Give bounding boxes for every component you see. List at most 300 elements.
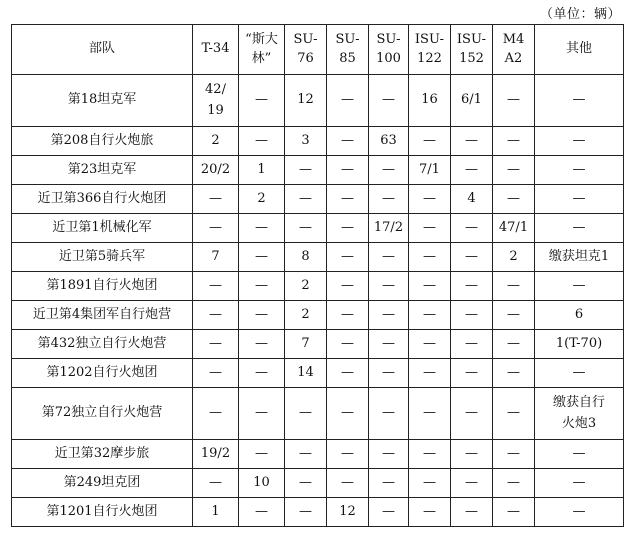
table-row: [12, 243, 624, 272]
cell-su85: [327, 214, 369, 243]
cell-text: —: [423, 219, 436, 235]
cell-other: [535, 388, 624, 440]
cell-text: 7: [301, 335, 310, 351]
cell-text: —: [299, 190, 312, 206]
cell-su100: [369, 243, 409, 272]
cell-text: —: [341, 335, 354, 351]
cell-text: —: [209, 405, 222, 421]
cell-text: —: [382, 306, 395, 322]
cell-text: 19/2: [200, 445, 231, 461]
cell-su85: [327, 127, 369, 156]
unit-name-cell: [12, 214, 193, 243]
cell-other: [535, 498, 624, 527]
cell-text: —: [255, 277, 268, 293]
header-text: SU-: [376, 31, 401, 47]
cell-text: —: [423, 364, 436, 380]
cell-text: 14: [297, 364, 314, 380]
cell-su85: [327, 75, 369, 127]
cell-su100: [369, 185, 409, 214]
cell-text: —: [299, 474, 312, 490]
table-body: [12, 75, 624, 527]
cell-isu152: [451, 214, 493, 243]
cell-su76: [285, 272, 327, 301]
cell-text: —: [341, 161, 354, 177]
cell-isu152: [451, 498, 493, 527]
cell-su76: [285, 301, 327, 330]
cell-su76: [285, 243, 327, 272]
cell-m4a2: [493, 272, 535, 301]
cell-text: —: [255, 219, 268, 235]
cell-text: —: [209, 219, 222, 235]
cell-text: —: [255, 306, 268, 322]
cell-isu152: [451, 469, 493, 498]
cell-stalin: [239, 127, 285, 156]
cell-m4a2: [493, 469, 535, 498]
table-row: [12, 272, 624, 301]
cell-text: —: [507, 190, 520, 206]
cell-m4a2: [493, 214, 535, 243]
cell-text: 3: [301, 132, 310, 148]
cell-text: 第18坦克军: [67, 92, 137, 108]
cell-su76: [285, 469, 327, 498]
cell-text: —: [423, 503, 436, 519]
cell-text: —: [507, 364, 520, 380]
cell-text: —: [382, 248, 395, 264]
unit-name-cell: [12, 388, 193, 440]
header-isu122: [409, 25, 451, 75]
cell-text: —: [209, 277, 222, 293]
cell-text: 47/1: [498, 219, 529, 235]
cell-text: —: [255, 335, 268, 351]
cell-text: 火炮3: [561, 415, 597, 431]
cell-text: —: [572, 474, 586, 490]
cell-other: [535, 272, 624, 301]
table-row: [12, 359, 624, 388]
cell-text: —: [299, 161, 312, 177]
cell-text: —: [465, 474, 478, 490]
cell-other: [535, 469, 624, 498]
cell-text: —: [423, 277, 436, 293]
header-text: T-34: [201, 41, 230, 57]
cell-text: 2: [301, 277, 310, 293]
cell-text: —: [465, 364, 478, 380]
cell-su100: [369, 359, 409, 388]
cell-text: 第23坦克军: [67, 161, 137, 177]
cell-isu152: [451, 243, 493, 272]
cell-m4a2: [493, 127, 535, 156]
cell-text: —: [255, 503, 268, 519]
header-text: 76: [297, 50, 314, 66]
header-text: SU-: [335, 31, 360, 47]
cell-text: —: [465, 503, 478, 519]
cell-text: 近卫第32摩步旅: [54, 445, 150, 461]
cell-text: —: [572, 161, 586, 177]
cell-su76: [285, 185, 327, 214]
header-text: 122: [417, 50, 442, 66]
cell-text: —: [423, 132, 436, 148]
cell-stalin: [239, 243, 285, 272]
table-row: [12, 75, 624, 127]
cell-text: —: [507, 445, 520, 461]
data-table: [11, 24, 624, 527]
cell-isu152: [451, 440, 493, 469]
cell-text: —: [572, 277, 586, 293]
unit-name-cell: [12, 330, 193, 359]
cell-text: —: [341, 474, 354, 490]
cell-text: 第72独立自行火炮营: [41, 405, 163, 421]
cell-t34: [193, 388, 239, 440]
cell-su100: [369, 388, 409, 440]
cell-text: —: [341, 445, 354, 461]
unit-name-cell: [12, 156, 193, 185]
cell-text: 8: [301, 248, 310, 264]
cell-text: —: [465, 219, 478, 235]
cell-stalin: [239, 498, 285, 527]
cell-text: —: [299, 445, 312, 461]
cell-isu152: [451, 359, 493, 388]
cell-text: 7/1: [419, 161, 440, 177]
cell-su100: [369, 469, 409, 498]
cell-text: —: [255, 132, 268, 148]
cell-su100: [369, 75, 409, 127]
cell-text: 缴获自行: [552, 395, 605, 411]
cell-text: —: [341, 190, 354, 206]
cell-su100: [369, 272, 409, 301]
cell-isu152: [451, 127, 493, 156]
cell-text: 第249坦克团: [63, 474, 141, 490]
cell-text: 10: [253, 474, 270, 490]
cell-text: 2: [509, 248, 518, 264]
header-text: 部队: [88, 41, 115, 57]
cell-stalin: [239, 301, 285, 330]
cell-text: —: [423, 405, 436, 421]
cell-text: —: [382, 277, 395, 293]
cell-text: —: [507, 503, 520, 519]
cell-text: 近卫第4集团军自行炮营: [32, 306, 172, 322]
cell-text: 近卫第1机械化军: [52, 219, 152, 235]
cell-isu122: [409, 243, 451, 272]
cell-su76: [285, 388, 327, 440]
cell-text: —: [507, 132, 520, 148]
cell-text: 近卫第366自行火炮团: [37, 190, 167, 206]
cell-other: [535, 440, 624, 469]
cell-text: —: [299, 503, 312, 519]
cell-text: —: [341, 277, 354, 293]
cell-t34: [193, 185, 239, 214]
unit-name-cell: [12, 498, 193, 527]
cell-m4a2: [493, 301, 535, 330]
cell-text: —: [255, 248, 268, 264]
cell-text: 1: [257, 161, 266, 177]
cell-isu122: [409, 330, 451, 359]
cell-text: —: [382, 190, 395, 206]
cell-text: 第1201自行火炮团: [46, 503, 158, 519]
cell-su100: [369, 498, 409, 527]
unit-name-cell: [12, 359, 193, 388]
cell-isu122: [409, 388, 451, 440]
cell-su100: [369, 330, 409, 359]
cell-text: —: [299, 405, 312, 421]
cell-su85: [327, 469, 369, 498]
cell-text: 第1202自行火炮团: [46, 364, 158, 380]
cell-su85: [327, 440, 369, 469]
cell-isu122: [409, 214, 451, 243]
cell-text: 12: [339, 503, 356, 519]
cell-su100: [369, 156, 409, 185]
unit-name-cell: [12, 185, 193, 214]
cell-text: —: [341, 248, 354, 264]
cell-t34: [193, 243, 239, 272]
cell-isu152: [451, 156, 493, 185]
cell-text: —: [255, 405, 268, 421]
cell-su100: [369, 214, 409, 243]
header-unit: [12, 25, 193, 75]
header-text: A2: [504, 50, 523, 66]
cell-text: —: [572, 445, 586, 461]
cell-text: 1(T-70): [555, 335, 603, 351]
cell-text: —: [572, 219, 586, 235]
cell-isu152: [451, 388, 493, 440]
cell-text: —: [299, 219, 312, 235]
cell-text: 16: [421, 92, 438, 108]
unit-name-cell: [12, 243, 193, 272]
cell-m4a2: [493, 156, 535, 185]
cell-text: 缴获坦克1: [548, 248, 610, 264]
cell-text: —: [507, 474, 520, 490]
unit-name-cell: [12, 127, 193, 156]
cell-text: —: [382, 92, 395, 108]
header-row: [12, 25, 624, 75]
table-row: [12, 440, 624, 469]
cell-text: —: [507, 405, 520, 421]
cell-text: —: [423, 190, 436, 206]
cell-m4a2: [493, 440, 535, 469]
cell-text: —: [341, 92, 354, 108]
cell-text: 第208自行火炮旅: [50, 132, 154, 148]
cell-su100: [369, 127, 409, 156]
cell-isu122: [409, 185, 451, 214]
cell-isu152: [451, 301, 493, 330]
table-row: [12, 185, 624, 214]
cell-text: 20/2: [200, 161, 231, 177]
cell-su76: [285, 330, 327, 359]
cell-other: [535, 185, 624, 214]
header-isu152: [451, 25, 493, 75]
header-text: ISU-: [456, 31, 487, 47]
cell-isu152: [451, 272, 493, 301]
cell-text: 2: [257, 190, 266, 206]
cell-t34: [193, 272, 239, 301]
header-text: M4: [502, 31, 525, 47]
unit-name-cell: [12, 469, 193, 498]
cell-isu122: [409, 469, 451, 498]
cell-m4a2: [493, 243, 535, 272]
cell-text: —: [423, 474, 436, 490]
unit-name-cell: [12, 440, 193, 469]
cell-m4a2: [493, 185, 535, 214]
cell-text: —: [255, 364, 268, 380]
cell-text: —: [209, 474, 222, 490]
cell-text: —: [572, 92, 586, 108]
header-text: 其他: [565, 41, 592, 57]
cell-su76: [285, 498, 327, 527]
cell-isu122: [409, 301, 451, 330]
cell-isu122: [409, 75, 451, 127]
cell-stalin: [239, 440, 285, 469]
table-row: [12, 301, 624, 330]
unit-name-cell: [12, 272, 193, 301]
cell-t34: [193, 469, 239, 498]
table-row: [12, 214, 624, 243]
cell-su76: [285, 75, 327, 127]
table-row: [12, 388, 624, 440]
cell-text: —: [341, 306, 354, 322]
header-su85: [327, 25, 369, 75]
cell-t34: [193, 75, 239, 127]
cell-text: —: [255, 92, 268, 108]
cell-text: 7: [211, 248, 220, 264]
cell-text: —: [209, 190, 222, 206]
cell-stalin: [239, 214, 285, 243]
cell-text: 42/: [205, 82, 226, 98]
cell-m4a2: [493, 330, 535, 359]
cell-text: —: [423, 306, 436, 322]
cell-stalin: [239, 330, 285, 359]
cell-text: —: [341, 132, 354, 148]
cell-text: —: [255, 445, 268, 461]
cell-text: —: [507, 277, 520, 293]
cell-su85: [327, 330, 369, 359]
cell-text: —: [209, 335, 222, 351]
cell-t34: [193, 498, 239, 527]
cell-text: —: [465, 405, 478, 421]
cell-text: —: [572, 364, 586, 380]
header-text: 85: [339, 50, 356, 66]
unit-name-cell: [12, 301, 193, 330]
cell-stalin: [239, 359, 285, 388]
cell-text: 63: [380, 132, 397, 148]
cell-text: —: [423, 335, 436, 351]
table-row: [12, 498, 624, 527]
cell-text: —: [507, 92, 520, 108]
cell-isu122: [409, 440, 451, 469]
cell-text: —: [382, 161, 395, 177]
cell-su100: [369, 301, 409, 330]
cell-su85: [327, 301, 369, 330]
cell-m4a2: [493, 388, 535, 440]
header-su100: [369, 25, 409, 75]
cell-text: 第432独立自行火炮营: [37, 335, 167, 351]
cell-stalin: [239, 469, 285, 498]
cell-other: [535, 243, 624, 272]
cell-isu152: [451, 330, 493, 359]
cell-m4a2: [493, 498, 535, 527]
cell-stalin: [239, 156, 285, 185]
cell-su76: [285, 440, 327, 469]
cell-text: —: [465, 161, 478, 177]
cell-stalin: [239, 272, 285, 301]
cell-isu152: [451, 185, 493, 214]
cell-t34: [193, 214, 239, 243]
cell-t34: [193, 440, 239, 469]
header-su76: [285, 25, 327, 75]
cell-text: —: [209, 306, 222, 322]
header-text: 100: [376, 50, 401, 66]
cell-text: —: [382, 335, 395, 351]
cell-t34: [193, 301, 239, 330]
cell-other: [535, 359, 624, 388]
cell-text: 17/2: [373, 219, 404, 235]
cell-su76: [285, 127, 327, 156]
cell-other: [535, 75, 624, 127]
cell-m4a2: [493, 75, 535, 127]
cell-other: [535, 330, 624, 359]
cell-t34: [193, 156, 239, 185]
cell-text: —: [465, 445, 478, 461]
header-text: 152: [459, 50, 484, 66]
cell-isu152: [451, 75, 493, 127]
cell-text: —: [572, 503, 586, 519]
cell-text: —: [341, 364, 354, 380]
cell-text: —: [572, 190, 586, 206]
cell-t34: [193, 127, 239, 156]
cell-su85: [327, 498, 369, 527]
cell-su85: [327, 243, 369, 272]
cell-su100: [369, 440, 409, 469]
header-t34: [193, 25, 239, 75]
header-other: [535, 25, 624, 75]
cell-su85: [327, 359, 369, 388]
cell-text: 6: [574, 306, 584, 322]
unit-note: （单位：辆）: [540, 7, 622, 22]
cell-text: 2: [301, 306, 310, 322]
cell-su76: [285, 214, 327, 243]
cell-su76: [285, 156, 327, 185]
cell-isu122: [409, 156, 451, 185]
cell-text: 12: [297, 92, 314, 108]
cell-text: —: [572, 132, 586, 148]
unit-name-cell: [12, 75, 193, 127]
cell-text: —: [382, 364, 395, 380]
cell-isu122: [409, 272, 451, 301]
cell-text: 近卫第5骑兵军: [58, 248, 146, 264]
cell-text: 1: [211, 503, 220, 519]
cell-text: —: [507, 306, 520, 322]
cell-stalin: [239, 75, 285, 127]
cell-text: —: [341, 405, 354, 421]
cell-text: —: [341, 219, 354, 235]
cell-text: —: [465, 248, 478, 264]
cell-text: 19: [207, 102, 224, 118]
table-row: [12, 156, 624, 185]
table-row: [12, 127, 624, 156]
cell-text: —: [507, 161, 520, 177]
cell-text: 6/1: [461, 92, 482, 108]
cell-text: —: [423, 445, 436, 461]
cell-other: [535, 214, 624, 243]
cell-text: —: [465, 306, 478, 322]
cell-t34: [193, 359, 239, 388]
cell-su85: [327, 156, 369, 185]
cell-other: [535, 301, 624, 330]
cell-su76: [285, 359, 327, 388]
table-row: [12, 469, 624, 498]
cell-isu122: [409, 127, 451, 156]
cell-text: —: [382, 445, 395, 461]
cell-t34: [193, 330, 239, 359]
cell-other: [535, 127, 624, 156]
cell-other: [535, 156, 624, 185]
